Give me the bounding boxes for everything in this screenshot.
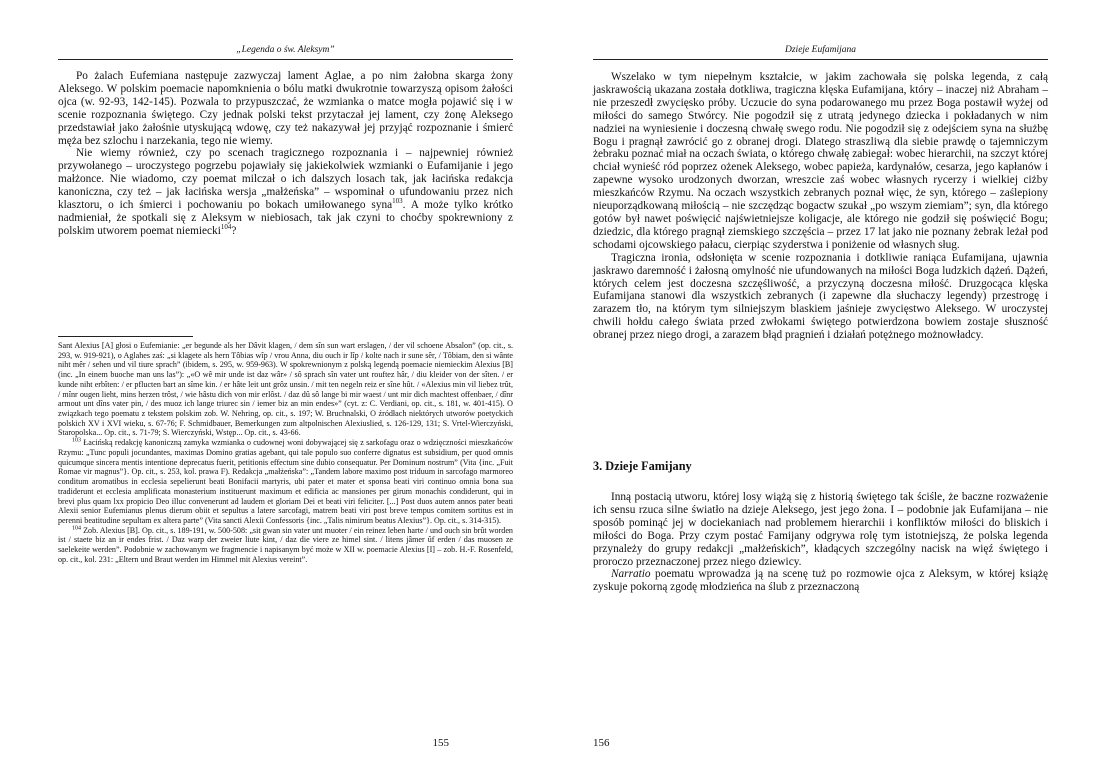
left-running-head: „Legenda o św. Aleksym” — [236, 45, 335, 55]
section-paragraph-1: Inną postacią utworu, której losy wiążą się z historią świętego tak ściśle, że baczne rozważenie ich sensu rzuca silne światło na dzieje Aleksego, jest jego żona. I – podobnie jak Eufamijana – nie sposób pominąć jej w dociekaniach nad problemem hierarchii i konfliktów miłości do bliskich i miłości do Boga. Przy czym postać Famijany odgrywa rolę tym istotniejszą, że polska legenda przynależy do grupy redakcji „małżeńskich”, kładących szczególny nacisk na więź świętego i proroczo przeznaczonej przez niego dziewicy. — [593, 491, 1048, 568]
footnote-103 — [58, 438, 513, 525]
footnote-103-number: 103 — [72, 437, 81, 444]
left-page-number: 155 — [432, 737, 449, 749]
footnote-104 — [58, 526, 513, 565]
right-paragraph-2: Tragiczna ironia, odsłonięta w scenie rozpoznania i dotkliwie raniąca Eufamijana, ujawnia jaskrawo daremność i żałosną omylność nie ufundowanych na miłości Boga ludzkich dążeń. Dążeń, których celem jest doczesna szczęśliwość, a przyczyną doczesna miłość. Druzgocąca klęska Eufamijana stanowi dla wszystkich zebranych (i zapewne dla słuchaczy legendy) przestrogę i zarazem tło, na którym tym silniejszym blaskiem jaśnieje zwycięstwo Aleksego. W uroczystej chwili hołdu całego świata przed zwłokami świętego potwierdzona bowiem zostaje słuszność obranej przez niego drogi, a zarazem błąd pragnień i działań potężnego możnowładcy. — [593, 251, 1048, 342]
footnote-rule — [58, 336, 193, 337]
left-paragraph-2-part-3: ? — [231, 224, 237, 237]
right-body-text — [593, 71, 1048, 342]
section-paragraph-2 — [593, 568, 1048, 594]
footnote-ref-104: 104 — [220, 223, 232, 232]
footnote-103-text: Łacińską redakcję kanoniczną zamyka wzmianka o cudownej woni dobywającej się z sarkofagu oraz o wdzięczności mieszkańców Rzymu: „Tunc populi jocundantes, maximas Domino gratias agebant, qui tale populo suo conferre dignatus est subsidium, per quod omnis quicumque sincera mentis intentione deprecatus fuerit, petitionis effectum sine dubio consequatur. Per Dominum nostrum” (Vita {inc. „Fuit Romae vir magnus”}. Op. cit., s. 253, kol. prawa F). Redakcja „małżeńska”: „Tandem labore maximo post triduum in sarcofago marmoreo conditum aromatibus in ecclesia sepelierunt beati Bonifacii martyris, ubi pater et mater et sponsa beati viri continuo omnia bona sua tradiderunt et ecclesia amplificata monasterium instituerunt maximum et edificia ac mansiones per girum monachis condiderunt, qui in brevi plus quam lxx propicio Deo illuc convenerunt ad laudem et gloriam Dei et beati viri feliciter. [...] Post duos autem annos pater beati Alexii senior Eufemianus plenus dierum obiit et sepultus a latere sarcofagi, matrem beati viri post breve tempus comitem sortitus est in perenni beatitudine sepultam ex altera parte” (Vita sancti Alexii Confessoris {inc. „Talis nimirum beatus Alexius”}. Op. cit., s. 314-315). — [58, 438, 513, 525]
footnote-continued: Sant Alexius [A] głosi o Eufemianie: „er begunde als her Dâvit klagen, / dem sîn sun wart erslagen, / der vil schoene Absalon” (op. cit., s. 293, w. 919-921), o Aglahes zaś: „si klagete als hern Tôbias wîp / vrou Anna, diu ouch ir lîp / kolte nach ir sune sêr, / Tôbiam, den si wânte niht mêr / sehen und vil tiure sprach” (ibidem, s. 295, w. 959-963). W spokrewnionym z polską legendą poemacie niemieckim Alexius [B] (inc. „In einem buoche man uns las”): „«O wê mir unde ist daz wâr» / sô sprach sîn vater unt rouftez hâr, / diu kleider von der sîten. / er kunde niht erbîten: / er pflucten bart an sîme kin. / er hâte leit unt grôz unsin. / mit ten negeln reiz er sîne hût. / «Alexius min vil liebez trût, / mînr ougen lieht, mins herzen trôst, / wie hâstu dich von mir erlôst. / daz dû sô lange bi mir waest / unt mir dich machtest offenbaer, / dînr armout unt dîns vater pin, / des muoz ich lange triurec sin / iemer biz an min endes»” (cyt. z: C. Verdiani, op. cit., s. 181, w. 401-415). O związkach tego poematu z tekstem polskim zob. W. Nehring, op. cit., s. 197; W. Bruchnalski, O źródłach niektórych utworów poetyckich polskich XV i XVI wieku, s. 67-76; F. Schmidbauer, Bemerkungen zum altpolnischen Alexiuslied, s. 126-129, 131; S. Vrtel-Wierczyński, Staropolska... Op. cit., s. 71-79; S. Wierczyński, Wstęp... Op. cit., s. 43-66. — [58, 341, 513, 438]
left-head-rule — [58, 59, 513, 60]
section-dzieje-famijany — [593, 459, 1048, 594]
footnotes — [58, 341, 513, 565]
footnote-ref-103: 103 — [392, 197, 403, 206]
section-paragraph-2-rest: poematu wprowadza ją na scenę tuż po rozmowie ojca z Aleksym, w której książę zyskuje pokorną zgodę młodzieńca na ślub z przeznaczoną — [593, 568, 1048, 594]
right-running-head: Dzieje Eufamijana — [785, 45, 856, 55]
right-head-rule — [593, 59, 1048, 60]
left-paragraph-2-part-2: . A może tylko krótko nadmieniał, że spotkali się z Aleksym w niebiosach, tak jak czyni to choćby spokrewniony z polskim utworem poemat niemiecki — [58, 199, 513, 237]
left-paragraph-1: Po żalach Eufemiana następuje zazwyczaj lament Aglae, a po nim żałobna skarga żony Aleksego. W polskim poemacie napomknienia o bólu matki dwukrotnie towarzyszą opisom żałości ojca (w. 92-93, 142-145). Pozwala to przypuszczać, że wzmianka o matce mogła pojawić się i w scenie rozpoznania świętego. Czy jednak polski tekst przytaczał jej lament, czy żonę Aleksego przedstawiał jako żałośnie utyskującą wdowę, czy też nakazywał jej przyjąć rozpoznanie i śmierć męża bez szlochu i narzekania, tego nie wiemy. — [58, 70, 513, 147]
left-page — [58, 0, 513, 777]
section-paragraph-2-italic: Narratio — [611, 568, 651, 581]
left-paragraph-2-part-1: Nie wiemy również, czy po scenach tragicznego rozpoznania i – najpewniej również przywołanego – uroczystego pogrzebu pojawiały się jakiekolwiek wzmianki o Eufamijanie i jego małżonce. Nie wiadomo, czy poemat milczał o ich dalszych losach tak, jak łacińska redakcja kanoniczna, czy też – jak łacińska wersja „małżeńska” – wspominał o ufundowaniu przez nich klasztoru, o ich śmierci i pochowaniu po bokach umiłowanego syna — [58, 147, 513, 212]
right-paragraph-1: Wszelako w tym niepełnym kształcie, w jakim zachowała się polska legenda, z całą jaskrawością ukazana została dotkliwa, tragiczna klęska Eufamijana, który – inaczej niż Abraham – nie przeszedł zwycięsko próby. Uczucie do syna podarowanego mu przez Boga postawił wyżej od miłości do samego Stwórcy. Nie pogodził się z utratą jedynego dziecka i pokładanych w nim nadziei na wyniesienie i doczesną chwałę swego rodu. Nie pogodził się z odejściem syna na służbę Bogu i pragnął zawrócić go z obranej drogi. Dlatego straszliwą dla siebie prawdę o tajemniczym żebraku poznać miał na oczach świata, o którego chwałę zabiegał: wobec hierarchii, na szczyt której chciał wynieść ród poprzez ożenek Aleksego, wobec papieża, kardynałów, cesarza, jego kapłanów i zapewne wysoko urodzonych dworzan, wreszcie zaś wobec własnych rycerzy i wielkiej ciżby mieszkańców Rzymu. Na oczach wszystkich zebranych poznał więc, że syn, którego – zaślepiony nieuporządkowaną miłością – nie szczędząc bogactw szukał „po wszym ziemiam”; syn, dla którego gotów był nawet poświęcić najświetniejsze koligacje, ale którego nie godził się poświęcić Bogu; dziedzic, dla którego pragnął ziemskiego szczęścia – przez 17 lat jako nie poznany żebrak leżał pod schodami ojcowskiego pałacu, cierpiąc szyderstwa i poniżenie od własnych sług. — [593, 71, 1048, 251]
left-paragraph-2 — [58, 147, 513, 237]
left-body-text — [58, 70, 513, 238]
section-heading: 3. Dzieje Famijany — [593, 459, 692, 473]
footnote-104-text: Zob. Alexius [B]. Op. cit., s. 189-191, w. 500-508: „sit gwan sin vater unt muoter / ein reinez leben harte / und ouch sin brût worden ist / staete biz an ir endes frist. / Daz warp der zweier liute kint, / daz die viere ze himel sint. / litens jâmer ûf erden / das muosen ze saelekeite werden”. Podobnie w zachowanym we fragmencie i napisanym być może w XII w. poemacie Alexius [I] – zob. H.-F. Rosenfeld, op. cit., kol. 231: „Eltern und Braut werden im Himmel mit Alexius vereint”. — [58, 525, 513, 564]
right-page — [593, 0, 1048, 777]
right-page-number: 156 — [593, 737, 610, 749]
footnote-104-number: 104 — [72, 524, 81, 531]
